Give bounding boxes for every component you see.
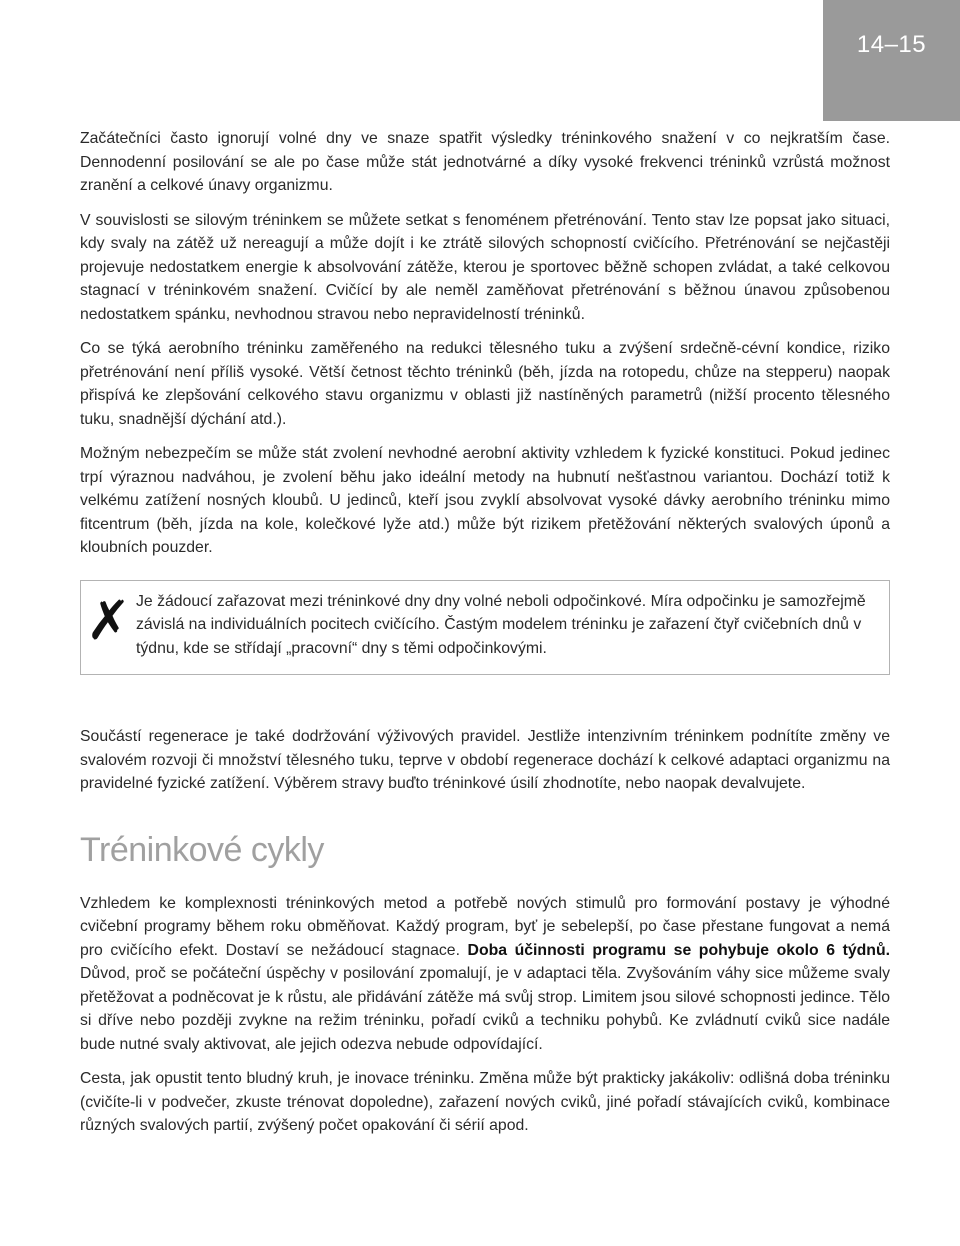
paragraph-aerobic-risks: Možným nebezpečím se může stát zvolení nevhodné aerobní aktivity vzhledem k fyzické konstituci. Pokud jedinec trpí výraznou nadváhou, je zvolení běhu jako ideální metody na hubnutí nešťastnou variantou. Dochází totiž k velkému zatížení nosných kloubů. U jedinců, kteří jsou zvyklí absolvovat vysoké dávky aerobního tréninku mimo fitcentrum (běh, jízda na kole, kolečkové lyže atd.) může být rizikem přetěžování některých svalových úponů a kloubních pouzder. [80, 445, 890, 556]
paragraph-training-cycles [80, 892, 890, 1057]
program-duration-highlight: Doba účinnosti programu se pohybuje okolo 6 týdnů. [467, 941, 890, 959]
training-cycles-text-start: Vzhledem ke komplexnosti tréninkových metod a potřebě nových stimulů pro formování postavy je výhodné cvičební programy během roku obměňovat. Každý program, byť je sebelepší, po čase přestane fungovat a nemá pro cvičícího efekt. Dostaví se nežádoucí stagnace. [80, 894, 890, 959]
page-content [80, 127, 890, 1149]
cross-mark-icon: ✗ [85, 590, 132, 651]
page-number-tab [823, 0, 960, 121]
paragraph-innovation: Cesta, jak opustit tento bludný kruh, je inovace tréninku. Změna může být prakticky jakákoliv: odlišná doba tréninku (cvičíte-li v podvečer, zkuste trénovat dopoledne), zařazení nových cviků, jiné pořadí stávajících cviků, kombinace různých svalových partií, zvýšený počet opakování či sérií apod. [80, 1070, 890, 1134]
paragraph-regeneration: Součástí regenerace je také dodržování výživových pravidel. Jestliže intenzivním tréninkem podnítíte změny ve svalovém rozvoji či množství tělesného tuku, teprve v období regenerace dochází k celkové adaptaci organizmu na pravidelné fyzické zatížení. Výběrem stravy buďto tréninkové úsilí zhodnotíte, nebo naopak devalvujete. [80, 728, 890, 792]
paragraph-beginners: Začátečníci často ignorují volné dny ve snaze spatřit výsledky tréninkového snažení v co nejkratším čase. Dennodenní posilování se ale po čase může stát jednotvárné a díky vysoké frekvenci tréninků vzrůstá možnost zranění a celkové únavy organizmu. [80, 130, 890, 194]
paragraph-overtraining: V souvislosti se silovým tréninkem se můžete setkat s fenoménem přetrénování. Tento stav lze popsat jako situaci, kdy svaly na zátěž už nereagují a může dojít i ke ztrátě silových schopností cvičícího. Přetrénování se nejčastěji projevuje nedostatkem energie k absolvování zátěže, kterou je sportovec běžně schopen zvládat, a také celkovou stagnací v tréninkovém snažení. Cvičící by ale neměl zaměňovat přetrénování s běžnou únavou způsobenou nedostatkem spánku, nevhodnou stravou nebo nepravidelností tréninků. [80, 211, 890, 323]
paragraph-aerobic-training: Co se týká aerobního tréninku zaměřeného na redukci tělesného tuku a zvýšení srdečně-cévní kondice, riziko přetrénování není příliš vysoké. Větší četnost těchto tréninků (běh, jízda na rotopedu, chůze na stepperu) naopak přispívá ke zlepšování celkového stavu organizmu v oblasti již nastíněných parametrů (nižší procento tělesného tuku, snadnější dýchání atd.). [80, 340, 890, 428]
note-box [80, 580, 890, 676]
training-cycles-text-end: Důvod, proč se počáteční úspěchy v posilování zpomalují, je v adaptaci těla. Zvyšováním váhy sice můžeme svaly přetěžovat a podněcovat je k růstu, ale přidávání zátěže má svůj strop. Limitem jsou silové schopnosti jedince. Tělo si dříve nebo později zvykne na režim tréninku, pořadí cviků a techniku pohybů. Ke zvládnutí cviků sice nadále bude nutné svaly aktivovat, ale jejich odezva nebude odpovídající. [80, 965, 890, 1053]
note-text: Je žádoucí zařazovat mezi tréninkové dny dny volné neboli odpočinkové. Míra odpočinku je samozřejmě závislá na individuálních pocitech cvičícího. Častým modelem tréninku je zařazení čtyř cvičebních dnů v týdnu, kde se střídají „pracovní“ dny s těmi odpočinkovými. [136, 592, 866, 657]
section-title: Tréninkové cykly [80, 830, 324, 869]
page-number: 14–15 [856, 31, 927, 58]
